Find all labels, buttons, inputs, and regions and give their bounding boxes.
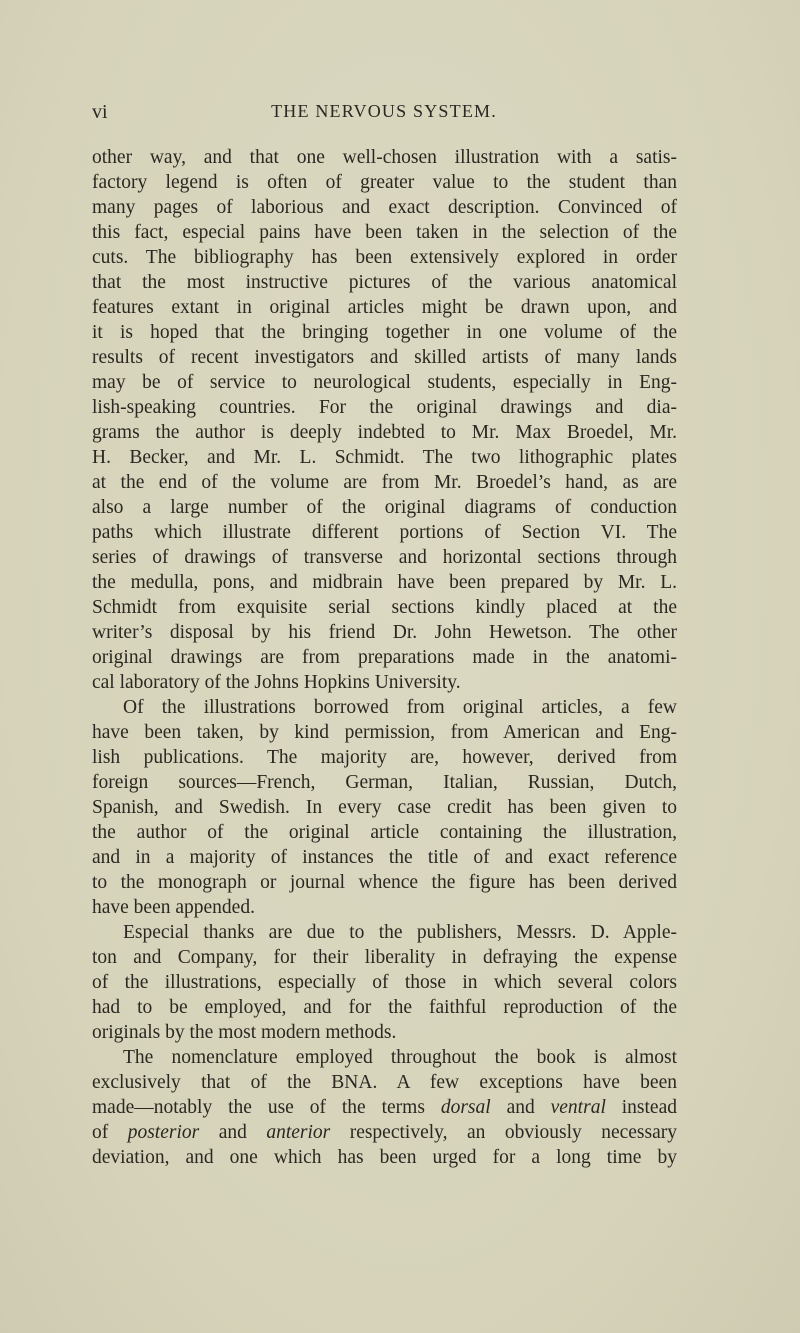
text-segment: factory legend is often of greater value to the student than bbox=[92, 172, 677, 193]
text-segment: grams the author is deeply indebted to Mr. Max Broedel, Mr. bbox=[92, 422, 677, 443]
text-line bbox=[92, 520, 677, 545]
text-segment: originals by the most modern methods. bbox=[92, 1022, 397, 1043]
italic-term: posterior bbox=[127, 1122, 200, 1143]
text-segment: may be of service to neurological students, especially in Eng- bbox=[92, 372, 677, 393]
italic-term: dorsal bbox=[440, 1097, 491, 1118]
text-segment: writer’s disposal by his friend Dr. John Hewetson. The other bbox=[92, 622, 677, 643]
text-line bbox=[92, 845, 677, 870]
running-title: THE NERVOUS SYSTEM. bbox=[271, 101, 497, 121]
text-segment: H. Becker, and Mr. L. Schmidt. The two lithographic plates bbox=[92, 447, 677, 468]
text-segment: and bbox=[490, 1097, 551, 1118]
text-line bbox=[92, 970, 677, 995]
text-line bbox=[92, 370, 677, 395]
text-line bbox=[92, 645, 677, 670]
text-line bbox=[92, 770, 677, 795]
text-line bbox=[92, 220, 677, 245]
text-segment: and bbox=[199, 1122, 267, 1143]
text-line bbox=[92, 820, 677, 845]
text-line bbox=[92, 495, 677, 520]
text-line bbox=[92, 670, 677, 695]
text-line bbox=[92, 720, 677, 745]
page-number: vi bbox=[92, 101, 108, 123]
text-line bbox=[92, 295, 677, 320]
text-segment: lish-speaking countries. For the original drawings and dia- bbox=[92, 397, 677, 418]
text-line bbox=[92, 870, 677, 895]
text-segment: The nomenclature employed throughout the book is almost bbox=[123, 1047, 677, 1068]
text-line bbox=[92, 895, 677, 920]
text-segment: cal laboratory of the Johns Hopkins University. bbox=[92, 672, 461, 693]
text-segment: deviation, and one which has been urged for a long time by bbox=[92, 1147, 677, 1168]
text-segment: had to be employed, and for the faithful reproduction of the bbox=[92, 997, 677, 1018]
text-line bbox=[92, 1095, 677, 1120]
text-segment: Especial thanks are due to the publishers, Messrs. D. Apple- bbox=[123, 922, 677, 943]
text-segment: of the illustrations, especially of those in which several colors bbox=[92, 972, 677, 993]
text-segment: series of drawings of transverse and horizontal sections through bbox=[92, 547, 677, 568]
text-segment: Of the illustrations borrowed from original articles, a few bbox=[123, 697, 677, 718]
text-segment: have been appended. bbox=[92, 897, 255, 918]
text-line bbox=[92, 345, 677, 370]
text-line bbox=[92, 470, 677, 495]
text-line bbox=[92, 445, 677, 470]
text-segment: that the most instructive pictures of the various anatomical bbox=[92, 272, 677, 293]
text-segment: ton and Company, for their liberality in defraying the expense bbox=[92, 947, 677, 968]
text-segment: the medulla, pons, and midbrain have been prepared by Mr. L. bbox=[92, 572, 677, 593]
text-line bbox=[92, 1020, 677, 1045]
text-segment: have been taken, by kind permission, from American and Eng- bbox=[92, 722, 677, 743]
text-segment: and in a majority of instances the title of and exact reference bbox=[92, 847, 677, 868]
text-line bbox=[92, 745, 677, 770]
text-segment: also a large number of the original diagrams of conduction bbox=[92, 497, 677, 518]
text-line bbox=[92, 1070, 677, 1095]
text-segment: other way, and that one well-chosen illustration with a satis- bbox=[92, 147, 677, 168]
text-segment: the author of the original article containing the illustration, bbox=[92, 822, 677, 843]
text-segment: features extant in original articles might be drawn upon, and bbox=[92, 297, 677, 318]
text-segment: original drawings are from preparations made in the anatomi- bbox=[92, 647, 677, 668]
text-line bbox=[92, 995, 677, 1020]
text-segment: to the monograph or journal whence the figure has been derived bbox=[92, 872, 677, 893]
text-segment: Spanish, and Swedish. In every case credit has been given to bbox=[92, 797, 677, 818]
text-line bbox=[92, 320, 677, 345]
text-line bbox=[92, 595, 677, 620]
text-segment: it is hoped that the bringing together in one volume of the bbox=[92, 322, 677, 343]
text-line bbox=[92, 620, 677, 645]
text-segment: lish publications. The majority are, however, derived from bbox=[92, 747, 677, 768]
text-segment: paths which illustrate different portions of Section VI. The bbox=[92, 522, 677, 543]
text-line bbox=[92, 695, 677, 720]
text-line bbox=[92, 545, 677, 570]
text-line bbox=[92, 145, 677, 170]
text-segment: foreign sources—French, German, Italian, Russian, Dutch, bbox=[92, 772, 677, 793]
text-segment: cuts. The bibliography has been extensively explored in order bbox=[92, 247, 677, 268]
text-line bbox=[92, 1120, 677, 1145]
text-line bbox=[92, 195, 677, 220]
text-segment: results of recent investigators and skilled artists of many lands bbox=[92, 347, 677, 368]
text-segment: of bbox=[92, 1122, 128, 1143]
italic-term: anterior bbox=[266, 1122, 331, 1143]
text-line bbox=[92, 170, 677, 195]
text-segment: instead bbox=[605, 1097, 677, 1118]
text-line bbox=[92, 395, 677, 420]
text-line bbox=[92, 420, 677, 445]
text-segment: at the end of the volume are from Mr. Broedel’s hand, as are bbox=[92, 472, 677, 493]
text-line bbox=[92, 570, 677, 595]
italic-term: ventral bbox=[550, 1097, 606, 1118]
text-line bbox=[92, 270, 677, 295]
text-line bbox=[92, 920, 677, 945]
text-segment: exclusively that of the BNA. A few exceptions have been bbox=[92, 1072, 677, 1093]
body-text bbox=[92, 145, 677, 1170]
text-segment: this fact, especial pains have been taken in the selection of the bbox=[92, 222, 677, 243]
text-line bbox=[92, 945, 677, 970]
text-line bbox=[92, 1145, 677, 1170]
text-line bbox=[92, 1045, 677, 1070]
text-segment: Schmidt from exquisite serial sections kindly placed at the bbox=[92, 597, 677, 618]
text-line bbox=[92, 795, 677, 820]
text-segment: made—notably the use of the terms bbox=[92, 1097, 441, 1118]
text-segment: many pages of laborious and exact description. Convinced of bbox=[92, 197, 677, 218]
text-segment: respectively, an obviously necessary bbox=[330, 1122, 678, 1143]
text-line bbox=[92, 245, 677, 270]
